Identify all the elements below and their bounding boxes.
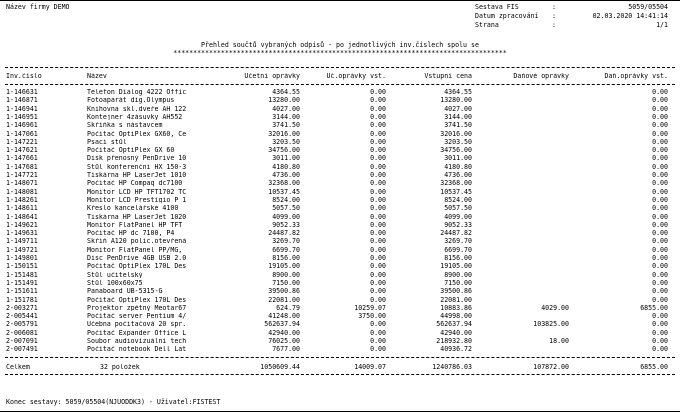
table-row xyxy=(0,214,680,221)
cell-acq-in: 0.00 xyxy=(370,279,386,287)
cell-tax-in: 0.00 xyxy=(652,113,668,121)
cell-name: Skříň A120 polic.otevřená xyxy=(87,238,187,245)
cell-tax-in: 0.00 xyxy=(652,321,668,328)
page-label: Strana xyxy=(475,21,499,29)
cell-tax-in: 0.00 xyxy=(652,163,668,171)
totals-bottom-rule xyxy=(5,374,675,375)
set-value: 5059/05504 xyxy=(628,3,668,11)
cell-name: Stůl konferenční HX 150-3 xyxy=(87,163,187,171)
cell-name: Učebna počítačová 20 spr. xyxy=(87,321,187,328)
cell-entry: 32016.00 xyxy=(440,130,472,138)
cell-tax-in: 0.00 xyxy=(652,296,668,304)
cell-entry: 9052.33 xyxy=(444,221,472,229)
cell-acq-in: 0.00 xyxy=(370,180,386,187)
cell-acq: 3741.50 xyxy=(272,122,300,129)
cell-entry: 3741.50 xyxy=(444,122,472,129)
cell-acq: 7150.00 xyxy=(272,279,300,287)
cell-acq-in: 10259.07 xyxy=(354,304,386,312)
cell-inv: 2-005791 xyxy=(6,321,38,328)
cell-inv: 1-146871 xyxy=(6,97,38,104)
cell-entry: 19105.00 xyxy=(440,263,472,270)
cell-inv: 1-148261 xyxy=(6,196,38,204)
cell-tax-in: 0.00 xyxy=(652,329,668,337)
cell-tax-in: 0.00 xyxy=(652,196,668,204)
cell-tax-in: 0.00 xyxy=(652,213,668,221)
date-label: Datum zpracování xyxy=(475,12,539,20)
cell-acq-in: 0.00 xyxy=(370,263,386,270)
cell-acq: 34756.00 xyxy=(268,147,300,154)
cell-acq-in: 0.00 xyxy=(370,97,386,104)
cell-tax: 103825.00 xyxy=(533,321,569,328)
column-header-row xyxy=(0,73,680,80)
cell-entry: 8524.00 xyxy=(444,196,472,204)
cell-name: Stůl 100x60x75 xyxy=(87,279,143,287)
cell-inv: 1-151481 xyxy=(6,271,38,279)
cell-acq-in: 0.00 xyxy=(370,196,386,204)
cell-acq-in: 0.00 xyxy=(370,255,386,262)
table-row xyxy=(0,97,680,104)
cell-acq: 5057.50 xyxy=(272,205,300,212)
table-row xyxy=(0,313,680,320)
cell-entry: 4364.55 xyxy=(444,89,472,96)
cell-acq: 9052.33 xyxy=(272,221,300,229)
table-row xyxy=(0,147,680,154)
table-row xyxy=(0,197,680,204)
cell-acq-in: 0.00 xyxy=(370,155,386,162)
totals-row xyxy=(0,364,680,371)
cell-acq-in: 0.00 xyxy=(370,271,386,279)
cell-tax-in: 0.00 xyxy=(652,138,668,146)
cell-acq: 8156.00 xyxy=(272,255,300,262)
cell-tax-in: 0.00 xyxy=(652,221,668,229)
totals-tax: 107872.00 xyxy=(533,364,569,371)
totals-rule xyxy=(5,357,675,358)
cell-entry: 3269.70 xyxy=(444,238,472,245)
cell-inv: 1-148611 xyxy=(6,205,38,212)
cell-name: Soubor audiovizuální tech xyxy=(87,338,187,345)
cell-tax-in: 0.00 xyxy=(652,246,668,254)
cell-entry: 5057.50 xyxy=(444,205,472,212)
cell-entry: 4736.00 xyxy=(444,172,472,179)
cell-entry: 24487.82 xyxy=(440,230,472,237)
page-value: 1/1 xyxy=(656,21,668,29)
company-name: Název firmy DEMO xyxy=(6,3,70,11)
cell-entry: 34756.00 xyxy=(440,147,472,154)
table-row xyxy=(0,189,680,196)
cell-entry: 4027.00 xyxy=(444,105,472,113)
table-row xyxy=(0,288,680,295)
cell-name: Monitor LCD Prestigio P 1 xyxy=(87,196,187,204)
cell-acq: 3011.00 xyxy=(272,155,300,162)
cell-entry: 13280.00 xyxy=(440,97,472,104)
cell-name: Počítač OptiPlex GX 60 xyxy=(87,147,175,154)
cell-tax-in: 0.00 xyxy=(652,180,668,187)
header-bottom-rule xyxy=(5,84,675,85)
cell-acq: 7677.00 xyxy=(272,346,300,353)
cell-acq: 4180.80 xyxy=(272,163,300,171)
cell-entry: 22081.00 xyxy=(440,296,472,304)
cell-acq-in: 0.00 xyxy=(370,105,386,113)
table-row xyxy=(0,155,680,162)
table-row xyxy=(0,205,680,212)
cell-inv: 1-147061 xyxy=(6,130,38,138)
cell-name: Počítač server Pentium 4/ xyxy=(87,313,187,320)
cell-inv: 1-149801 xyxy=(6,255,38,262)
cell-acq-in: 0.00 xyxy=(370,230,386,237)
cell-tax-in: 0.00 xyxy=(652,205,668,212)
table-row xyxy=(0,346,680,353)
table-row xyxy=(0,321,680,328)
table-row xyxy=(0,131,680,138)
cell-name: Tiskárna HP LaserJet 1010 xyxy=(87,172,187,179)
cell-acq-in: 0.00 xyxy=(370,296,386,304)
cell-acq: 6699.70 xyxy=(272,246,300,254)
cell-name: Disc PenDrive 4GB USB 2.0 xyxy=(87,255,187,262)
cell-entry: 44998.00 xyxy=(440,313,472,320)
cell-inv: 1-149711 xyxy=(6,238,38,245)
cell-name: Tiskárna HP LaserJet 1020 xyxy=(87,213,187,221)
cell-tax-in: 0.00 xyxy=(652,172,668,179)
cell-acq: 4027.00 xyxy=(272,105,300,113)
cell-tax-in: 0.00 xyxy=(652,230,668,237)
set-colon: : xyxy=(552,3,556,11)
cell-tax-in: 0.00 xyxy=(652,338,668,345)
cell-acq-in: 0.00 xyxy=(370,329,386,337)
table-row xyxy=(0,247,680,254)
cell-name: Monitor FlatPanel HP TFT xyxy=(87,221,183,229)
col-tax: Daňové oprávky xyxy=(513,73,569,80)
cell-acq: 32368.00 xyxy=(268,180,300,187)
cell-name: Panaboard UB-5315-G xyxy=(87,288,163,295)
totals-entry: 1240786.03 xyxy=(432,364,472,371)
cell-acq-in: 0.00 xyxy=(370,163,386,171)
cell-inv: 1-149621 xyxy=(6,221,38,229)
date-colon: : xyxy=(552,12,556,20)
table-row xyxy=(0,272,680,279)
cell-name: Počítač HP dc 7100, P4 xyxy=(87,230,175,237)
cell-acq: 41248.00 xyxy=(268,313,300,320)
cell-name: Počítač OptiPlex GX60, Ce xyxy=(87,130,187,138)
cell-inv: 1-151611 xyxy=(6,288,38,295)
cell-tax: 4029.00 xyxy=(541,304,569,312)
cell-acq: 22081.00 xyxy=(268,296,300,304)
cell-entry: 10883.86 xyxy=(440,304,472,312)
cell-acq-in: 0.00 xyxy=(370,138,386,146)
cell-name: Disk přenosný PenDrive 10 xyxy=(87,155,187,162)
col-acq: Účetní oprávky xyxy=(244,73,300,80)
cell-tax-in: 0.00 xyxy=(652,188,668,196)
totals-tax-in: 6855.00 xyxy=(640,364,668,371)
cell-entry: 6699.70 xyxy=(444,246,472,254)
cell-name: Monitor LCD HP TFT1702 TC xyxy=(87,188,187,196)
cell-acq-in: 0.00 xyxy=(370,205,386,212)
cell-inv: 1-146961 xyxy=(6,122,38,129)
cell-entry: 3011.00 xyxy=(444,155,472,162)
table-row xyxy=(0,89,680,96)
cell-acq: 8900.00 xyxy=(272,271,300,279)
cell-acq: 8524.00 xyxy=(272,196,300,204)
cell-tax-in: 0.00 xyxy=(652,346,668,353)
cell-acq-in: 0.00 xyxy=(370,346,386,353)
cell-acq-in: 0.00 xyxy=(370,89,386,96)
cell-tax-in: 0.00 xyxy=(652,105,668,113)
col-entry: Vstupní cena xyxy=(424,73,472,80)
cell-acq-in: 0.00 xyxy=(370,188,386,196)
cell-acq: 624.79 xyxy=(276,304,300,312)
cell-inv: 1-147661 xyxy=(6,155,38,162)
cell-acq: 24487.82 xyxy=(268,230,300,237)
cell-tax-in: 0.00 xyxy=(652,255,668,262)
cell-name: Kontejner 4zásuvky AH552 xyxy=(87,113,183,121)
cell-acq: 4099.00 xyxy=(272,213,300,221)
table-row xyxy=(0,222,680,229)
cell-inv: 1-149631 xyxy=(6,230,38,237)
cell-entry: 4099.00 xyxy=(444,213,472,221)
cell-acq: 3144.00 xyxy=(272,113,300,121)
cell-inv: 2-007091 xyxy=(6,338,38,345)
cell-acq-in: 0.00 xyxy=(370,113,386,121)
totals-acq: 1050609.44 xyxy=(260,364,300,371)
top-border xyxy=(0,0,680,1)
cell-entry: 218932.80 xyxy=(436,338,472,345)
cell-inv: 1-149721 xyxy=(6,246,38,254)
cell-acq-in: 0.00 xyxy=(370,122,386,129)
cell-name: Projektor zpětný Meotar67 xyxy=(87,304,187,312)
col-acq-in: Úč.oprávky vst. xyxy=(326,73,386,80)
cell-entry: 7150.00 xyxy=(444,279,472,287)
cell-acq: 4364.55 xyxy=(272,89,300,96)
col-tax-in: Daň.oprávky vst. xyxy=(604,73,668,80)
cell-entry: 8900.00 xyxy=(444,271,472,279)
cell-tax-in: 0.00 xyxy=(652,238,668,245)
cell-inv: 1-150151 xyxy=(6,263,38,270)
table-row xyxy=(0,297,680,304)
table-row xyxy=(0,172,680,179)
cell-tax-in: 0.00 xyxy=(652,155,668,162)
cell-name: Skříňka s nástavcem xyxy=(87,122,163,129)
col-inv: Inv.číslo xyxy=(6,73,42,80)
cell-acq: 10537.45 xyxy=(268,188,300,196)
totals-label: Celkem xyxy=(6,364,30,371)
cell-tax-in: 0.00 xyxy=(652,263,668,270)
cell-tax-in: 0.00 xyxy=(652,89,668,96)
cell-acq-in: 0.00 xyxy=(370,238,386,245)
cell-inv: 1-146941 xyxy=(6,105,38,113)
cell-entry: 40936.72 xyxy=(440,346,472,353)
table-row xyxy=(0,330,680,337)
cell-name: Křeslo kancelářské 4100 xyxy=(87,205,179,212)
table-row xyxy=(0,255,680,262)
cell-name: Psací stůl xyxy=(87,138,127,146)
report-footer: Konec sestavy: 5059/05504(NJUODDK3) - Uživatel:FISTEST xyxy=(6,398,221,406)
totals-acq-in: 14009.07 xyxy=(354,364,386,371)
cell-acq-in: 0.00 xyxy=(370,288,386,295)
cell-acq: 13280.00 xyxy=(268,97,300,104)
cell-acq-in: 0.00 xyxy=(370,221,386,229)
cell-inv: 1-147621 xyxy=(6,147,38,154)
col-name: Název xyxy=(87,73,107,80)
cell-name: Telefon Dialog 4222 Offic xyxy=(87,89,187,96)
cell-tax-in: 0.00 xyxy=(652,279,668,287)
cell-inv: 1-146951 xyxy=(6,113,38,121)
cell-inv: 2-007491 xyxy=(6,346,38,353)
table-row xyxy=(0,164,680,171)
cell-acq: 39500.86 xyxy=(268,288,300,295)
cell-entry: 4180.80 xyxy=(444,163,472,171)
table-row xyxy=(0,139,680,146)
cell-name: Stůl učitelský xyxy=(87,271,143,279)
table-row xyxy=(0,122,680,129)
cell-acq-in: 0.00 xyxy=(370,338,386,345)
cell-tax-in: 0.00 xyxy=(652,147,668,154)
cell-inv: 1-147221 xyxy=(6,138,38,146)
cell-entry: 42940.00 xyxy=(440,329,472,337)
cell-entry: 3203.50 xyxy=(444,138,472,146)
cell-entry: 562637.94 xyxy=(436,321,472,328)
date-value: 02.03.2020 14:41:14 xyxy=(592,12,668,20)
cell-inv: 1-148641 xyxy=(6,213,38,221)
cell-name: Počítač HP Compaq dc7100 xyxy=(87,180,183,187)
cell-acq: 3269.70 xyxy=(272,238,300,245)
table-row xyxy=(0,106,680,113)
cell-inv: 1-146631 xyxy=(6,89,38,96)
cell-entry: 3144.00 xyxy=(444,113,472,121)
cell-inv: 2-005441 xyxy=(6,313,38,320)
cell-name: Fotoaparát dig.Olympus xyxy=(87,97,175,104)
cell-inv: 1-147681 xyxy=(6,163,38,171)
table-row xyxy=(0,338,680,345)
cell-acq-in: 0.00 xyxy=(370,213,386,221)
cell-acq: 3203.50 xyxy=(272,138,300,146)
cell-inv: 1-147721 xyxy=(6,172,38,179)
cell-acq-in: 0.00 xyxy=(370,246,386,254)
cell-inv: 2-006081 xyxy=(6,329,38,337)
cell-tax-in: 0.00 xyxy=(652,122,668,129)
cell-tax-in: 0.00 xyxy=(652,288,668,295)
cell-acq-in: 0.00 xyxy=(370,321,386,328)
cell-name: Počítač notebook Dell Lat xyxy=(87,346,187,353)
table-row xyxy=(0,263,680,270)
cell-entry: 10537.45 xyxy=(440,188,472,196)
cell-name: Počítač Expander Office L xyxy=(87,329,187,337)
cell-acq-in: 3750.00 xyxy=(358,313,386,320)
cell-acq: 4736.00 xyxy=(272,172,300,179)
table-row xyxy=(0,280,680,287)
table-row xyxy=(0,238,680,245)
cell-tax-in: 0.00 xyxy=(652,97,668,104)
cell-acq-in: 0.00 xyxy=(370,130,386,138)
cell-tax-in: 0.00 xyxy=(652,271,668,279)
set-label: Sestava FIS xyxy=(475,3,519,11)
cell-name: Počítač OptiPlex 170L Des xyxy=(87,296,187,304)
cell-name: Monitor FlatPanel PP/MG, xyxy=(87,246,183,254)
cell-inv: 1-151491 xyxy=(6,279,38,287)
cell-acq: 19105.00 xyxy=(268,263,300,270)
cell-acq: 562637.94 xyxy=(264,321,300,328)
cell-inv: 1-151781 xyxy=(6,296,38,304)
cell-inv: 1-148081 xyxy=(6,188,38,196)
header-top-rule xyxy=(5,67,675,68)
cell-inv: 1-148071 xyxy=(6,180,38,187)
cell-acq-in: 0.00 xyxy=(370,147,386,154)
cell-tax-in: 0.00 xyxy=(652,313,668,320)
cell-acq-in: 0.00 xyxy=(370,172,386,179)
cell-name: Knihovna skl.dveře AH 122 xyxy=(87,105,187,113)
table-row xyxy=(0,305,680,312)
cell-tax-in: 6855.00 xyxy=(640,304,668,312)
report-title: Přehled součtů vybraných odpisů - po jednotlivých inv.číslech spolu se xyxy=(201,41,479,49)
cell-tax-in: 0.00 xyxy=(652,130,668,138)
cell-name: Počítač OptiPlex 170L Des xyxy=(87,263,187,270)
totals-count: 32 položek xyxy=(100,364,140,371)
cell-acq: 32016.00 xyxy=(268,130,300,138)
table-row xyxy=(0,230,680,237)
cell-inv: 2-003271 xyxy=(6,304,38,312)
cell-entry: 39500.86 xyxy=(440,288,472,295)
cell-entry: 32368.00 xyxy=(440,180,472,187)
table-row xyxy=(0,114,680,121)
cell-tax: 18.00 xyxy=(549,338,569,345)
table-row xyxy=(0,180,680,187)
page-colon: : xyxy=(552,21,556,29)
cell-acq: 42940.00 xyxy=(268,329,300,337)
title-underline: ************************************************************************************ xyxy=(173,50,507,57)
cell-entry: 8156.00 xyxy=(444,255,472,262)
cell-acq: 76025.00 xyxy=(268,338,300,345)
